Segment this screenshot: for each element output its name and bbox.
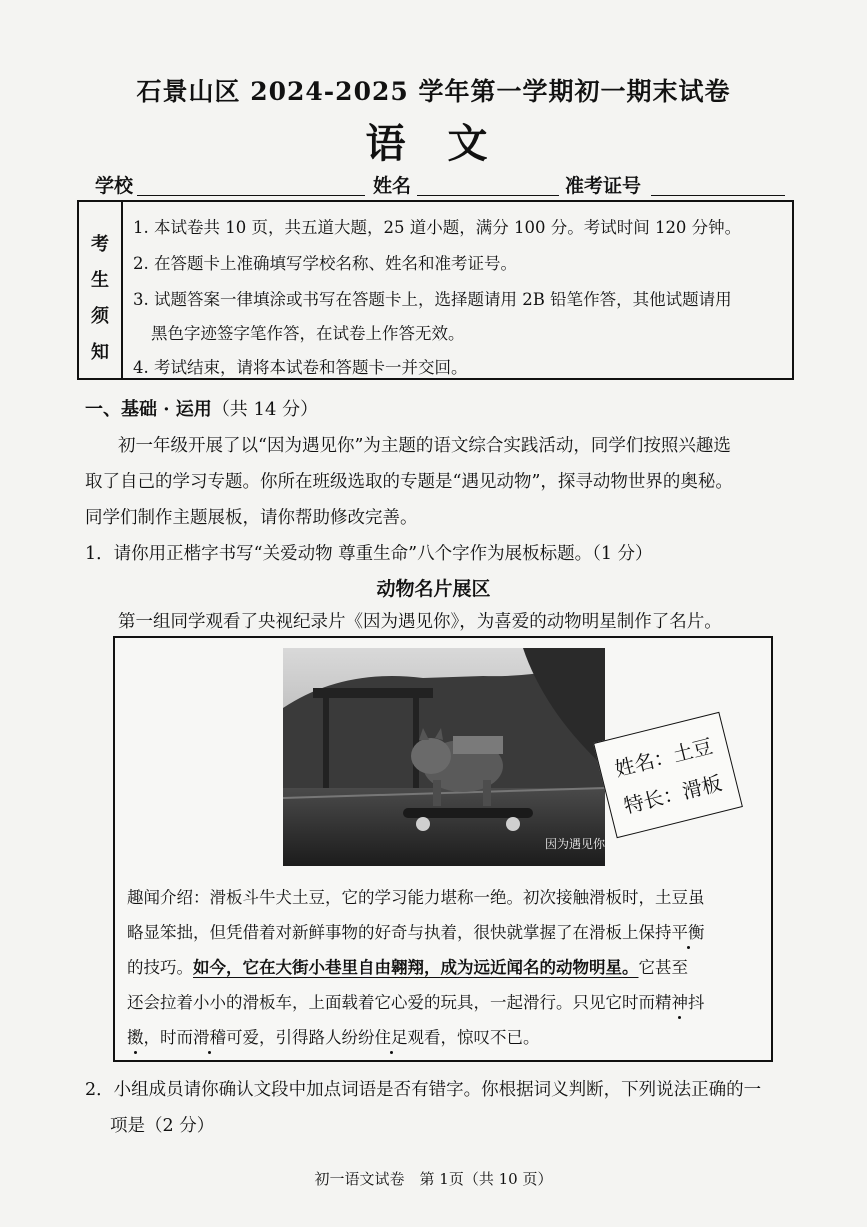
school-blank [137,195,365,196]
bulldog-skateboard-photo [283,648,605,866]
dotted-word: 精神抖 [655,989,705,1013]
card-text-line [127,989,705,1013]
underlined-sentence: 如今，它在大街小巷里自由翱翔，成为远近闻名的动物明星。 [193,958,639,977]
page-footer: 初一语文试卷 第 1页（共 10 页） [314,1170,553,1188]
card-text: 还会拉着小小的滑板车，上面载着它心爱的玩具，一起滑行。只见它时而 [127,993,655,1012]
photo-caption: 因为遇见你 [545,837,605,851]
animal-card [113,636,773,1062]
notice-item: 1. 本试卷共 10 页，共五道大题，25 道小题，满分 100 分。考试时间 120 分钟。 [133,218,742,237]
card-text: 可爱，引得路人纷纷 [226,1028,375,1047]
notice-side-label [79,202,123,378]
notice-item: 2. 在答题卡上准确填写学校名称、姓名和准考证号。 [133,254,517,273]
notice-char: 须 [91,306,109,327]
tag-skill: 特长：滑板 [621,770,725,819]
card-text-line [127,954,688,978]
section-heading [85,395,318,421]
intro-paragraph: 取了自己的学习专题。你所在班级选取的专题是“遇见动物”，探寻动物世界的奥秘。 [85,472,733,492]
intro-paragraph: 初一年级开展了以“因为遇见你”为主题的语文综合实践活动，同学们按照兴趣选 [118,436,731,456]
section-title: 一、基础 · 运用 [85,399,212,420]
name-label: 姓名 [373,175,412,197]
tag-name: 姓名：土豆 [612,733,716,782]
card-text: 观看，惊叹不已。 [407,1028,540,1047]
group1-text: 第一组同学观看了央视纪录片《因为遇见你》，为喜爱的动物明星制作了名片。 [118,612,722,632]
card-text: 的技巧。 [127,958,193,977]
intro-paragraph: 同学们制作主题展板，请你帮助修改完善。 [85,508,418,528]
card-text: ，时而 [143,1028,193,1047]
exam-id-label: 准考证号 [565,175,642,197]
notice-char: 考 [91,234,109,255]
card-text: 略显笨拙，但凭借着对新鲜事物的好奇与执着，很快就掌握了在滑板上保持 [127,923,672,942]
exam-title: 石景山区 2024-2025 学年第一学期初一期末试卷 [136,77,731,106]
question-2: 2．小组成员请你确认文段中加点词语是否有错字。你根据词义判断，下列说法正确的一 [85,1080,762,1100]
name-blank [417,195,559,196]
card-text-line [127,1024,540,1048]
name-tag [593,712,743,839]
question-2-cont: 项是（2 分） [110,1116,215,1136]
question-1: 1．请你用正楷字书写“关爱动物 尊重生命”八个字作为展板标题。（1 分） [85,544,653,564]
exam-id-blank [651,195,785,196]
notice-item: 3. 试题答案一律填涂或书写在答题卡上，选择题请用 2B 铅笔作答，其他试题请用 [133,290,732,309]
notice-item: 4. 考试结束，请将本试卷和答题卡一并交回。 [133,358,468,377]
dotted-word: 平衡 [672,919,705,943]
card-text-line: 趣闻介绍：滑板斗牛犬土豆，它的学习能力堪称一绝。初次接触滑板时，土豆虽 [127,888,705,907]
card-text-line [127,919,705,943]
notice-item: 黑色字迹签字笔作答，在试卷上作答无效。 [151,324,465,343]
notice-char: 知 [91,342,109,363]
student-info-row [95,171,795,201]
subject-title: 语 文 [365,120,502,167]
notice-box [77,200,794,380]
dotted-word: 滑稽 [193,1024,226,1048]
notice-char: 生 [91,270,109,291]
dotted-word: 擞 [127,1024,144,1048]
card-text: 它甚至 [638,958,688,977]
dotted-word: 住足 [375,1024,408,1048]
section-score: （共 14 分） [211,399,319,420]
zone-title: 动物名片展区 [376,578,491,600]
school-label: 学校 [95,175,134,197]
